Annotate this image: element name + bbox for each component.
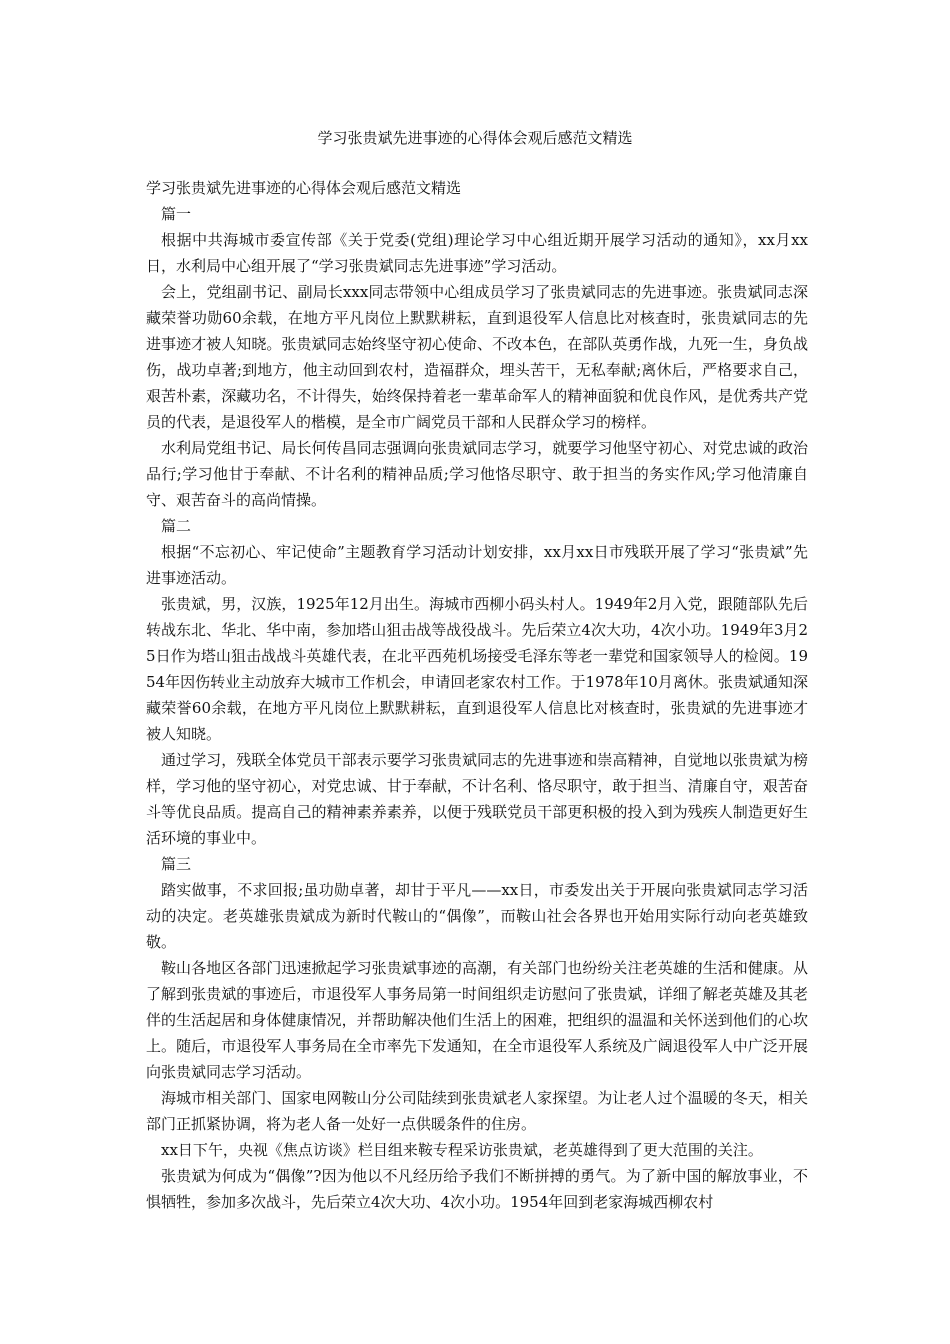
paragraph: 会上，党组副书记、副局长xxx同志带领中心组成员学习了张贵斌同志的先进事迹。张贵斌同志深藏荣誉功勋60余载，在地方平凡岗位上默默耕耘，直到退役军人信息比对核查时，张贵斌同志的先进事迹才被人知晓。张贵斌同志始终坚守初心使命、不改本色，在部队英勇作战，九死一生，身负战伤，战功卓著;到地方，他主动回到农村，造福群众，埋头苦干，无私奉献;离休后，严格要求自己，艰苦朴素，深藏功名，不计得失，始终保持着老一辈革命军人的精神面貌和优良作风，是优秀共产党员的代表，是退役军人的楷模，是全市广阔党员干部和人民群众学习的榜样。	[146, 283, 808, 431]
paragraph: 鞍山各地区各部门迅速掀起学习张贵斌事迹的高潮，有关部门也纷纷关注老英雄的生活和健康。从了解到张贵斌的事迹后，市退役军人事务局第一时间组织走访慰问了张贵斌，详细了解老英雄及其老伴的生活起居和身体健康情况，并帮助解决他们生活上的困难，把组织的温温和关怀送到他们的心坎上。随后，市退役军人事务局在全市率先下发通知，在全市退役军人系统及广阔退役军人中广泛开展向张贵斌同志学习活动。	[146, 959, 808, 1081]
section-label: 篇二	[161, 517, 192, 535]
paragraph: 根据中共海城市委宣传部《关于党委(党组)理论学习中心组近期开展学习活动的通知》，xx月xx日，水利局中心组开展了“学习张贵斌同志先进事迹”学习活动。	[146, 231, 808, 275]
document-title: 学习张贵斌先进事迹的心得体会观后感范文精选	[317, 129, 633, 147]
document-body	[146, 175, 808, 1215]
paragraph: 海城市相关部门、国家电网鞍山分公司陆续到张贵斌老人家探望。为让老人过个温暖的冬天，相关部门正抓紧协调，将为老人备一处好一点供暖条件的住房。	[146, 1089, 808, 1133]
paragraph: 张贵斌为何成为“偶像”?因为他以不凡经历给予我们不断拼搏的勇气。为了新中国的解放事业，不惧牺牲，参加多次战斗，先后荣立4次大功、4次小功。1954年回到老家海城西柳农村	[146, 1167, 808, 1211]
section-label: 篇三	[161, 855, 192, 873]
section-label: 篇一	[161, 205, 192, 223]
paragraph: 张贵斌，男，汉族，1925年12月出生。海城市西柳小码头村人。1949年2月入党，跟随部队先后转战东北、华北、华中南，参加塔山狙击战等战役战斗。先后荣立4次大功，4次小功。1949年3月25日作为塔山狙击战战斗英雄代表，在北平西苑机场接受毛泽东等老一辈党和国家领导人的检阅。1954年因伤转业主动放弃大城市工作机会，申请回老家农村工作。于1978年10月离休。张贵斌通知深藏荣誉60余载，在地方平凡岗位上默默耕耘，直到退役军人信息比对核查时，张贵斌的先进事迹才被人知晓。	[146, 595, 808, 743]
paragraph: 根据“不忘初心、牢记使命”主题教育学习活动计划安排，xx月xx日市残联开展了学习“张贵斌”先进事迹活动。	[146, 543, 808, 587]
paragraph: xx日下午，央视《焦点访谈》栏目组来鞍专程采访张贵斌，老英雄得到了更大范围的关注。	[161, 1141, 763, 1159]
subheading: 学习张贵斌先进事迹的心得体会观后感范文精选	[146, 179, 462, 197]
paragraph: 踏实做事，不求回报;虽功勋卓著，却甘于平凡——xx日，市委发出关于开展向张贵斌同志学习活动的决定。老英雄张贵斌成为新时代鞍山的“偶像”，而鞍山社会各界也开始用实际行动向老英雄致敬。	[146, 881, 808, 951]
paragraph: 水利局党组书记、局长何传昌同志强调向张贵斌同志学习，就要学习他坚守初心、对党忠诚的政治品行;学习他甘于奉献、不计名利的精神品质;学习他恪尽职守、敢于担当的务实作风;学习他清廉自守、艰苦奋斗的高尚情操。	[146, 439, 808, 509]
paragraph: 通过学习，残联全体党员干部表示要学习张贵斌同志的先进事迹和崇高精神，自觉地以张贵斌为榜样，学习他的坚守初心，对党忠诚、甘于奉献，不计名利、恪尽职守，敢于担当、清廉自守，艰苦奋斗等优良品质。提高自己的精神素养素养，以便于残联党员干部更积极的投入到为残疾人制造更好生活环境的事业中。	[146, 751, 808, 847]
